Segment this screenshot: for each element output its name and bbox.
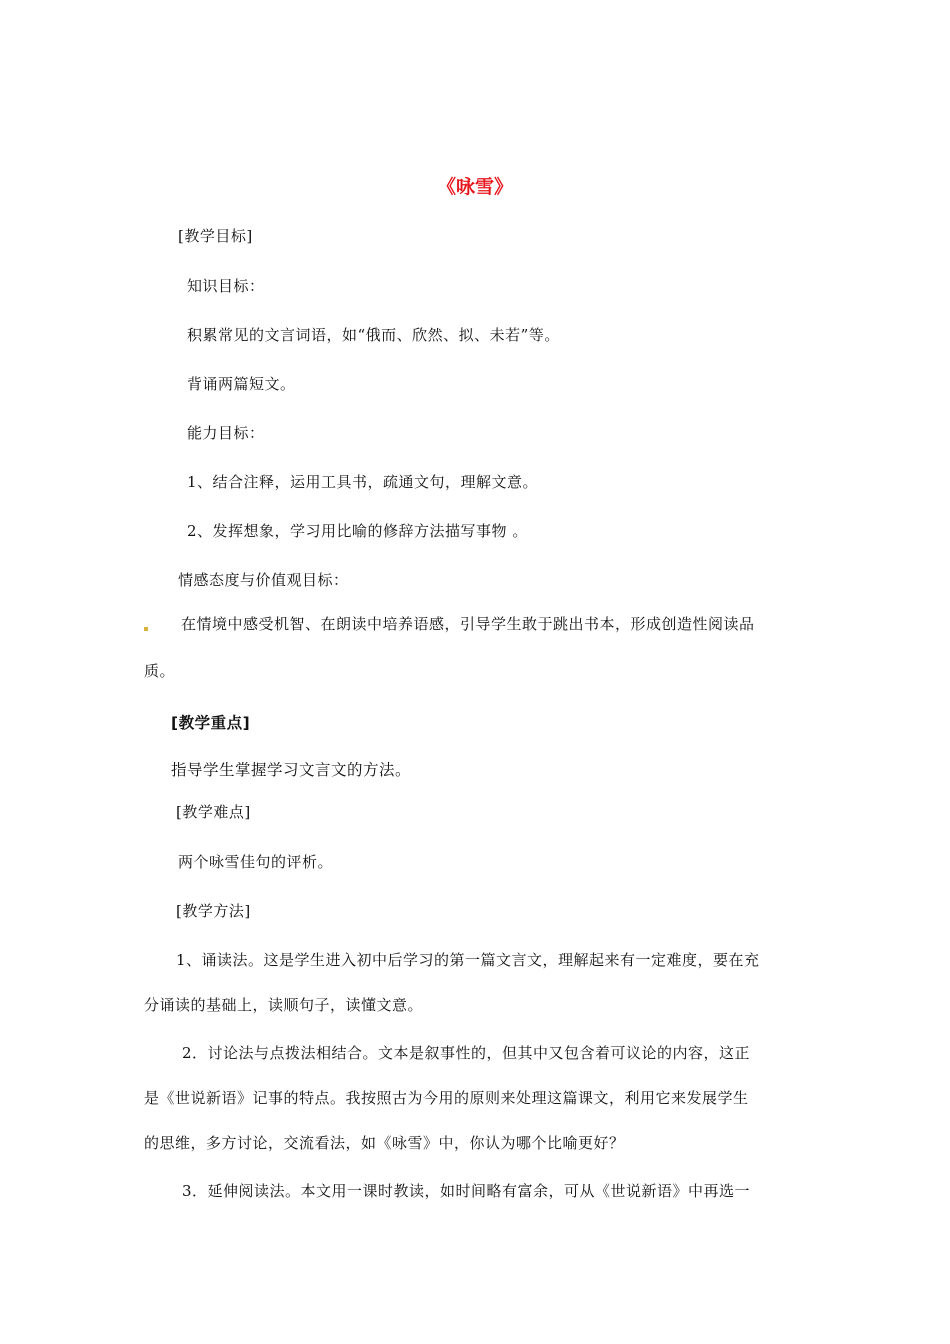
method1-line2: 分诵读的基础上，读顺句子，读懂文意。 (144, 996, 424, 1014)
key-text: 指导学生掌握学习文言文的方法。 (171, 761, 412, 779)
method3-line1: 3．延伸阅读法。本文用一课时教读，如时间略有富余，可从《世说新语》中再选一 (182, 1182, 751, 1200)
emotion-text-line1: 在情境中感受机智、在朗读中培养语感，引导学生敢于跳出书本，形成创造性阅读品 (181, 615, 755, 633)
method2-line1: 2．讨论法与点拨法相结合。文本是叙事性的，但其中又包含着可议论的内容，这正 (182, 1044, 751, 1062)
method2-line3: 的思维，多方讨论，交流看法，如《咏雪》中，你认为哪个比喻更好？ (144, 1134, 625, 1152)
method1-line1: 1、诵读法。这是学生进入初中后学习的第一篇文言文，理解起来有一定难度，要在充 (176, 951, 760, 969)
emotion-label: 情感态度与价值观目标： (178, 571, 349, 589)
ability-item-2: 2、发挥想象，学习用比喻的修辞方法描写事物 。 (187, 522, 528, 540)
difficulty-text: 两个咏雪佳句的评析。 (178, 853, 334, 871)
emotion-text-line2: 质。 (144, 662, 176, 680)
document-title: 《咏雪》 (436, 176, 513, 198)
objectives-heading: [教学目标] (178, 227, 253, 245)
method2-line2: 是《世说新语》记事的特点。我按照古为今用的原则来处理这篇课文，利用它来发展学生 (144, 1089, 749, 1107)
key-heading: [教学重点] (171, 714, 251, 732)
ability-label: 能力目标： (187, 424, 265, 442)
method-heading: [教学方法] (176, 902, 251, 920)
knowledge-label: 知识目标： (187, 277, 265, 295)
difficulty-heading: [教学难点] (176, 803, 251, 821)
knowledge-item-1: 积累常见的文言词语，如“俄而、欣然、拟、未若”等。 (187, 326, 560, 344)
bullet-marker (144, 627, 148, 631)
knowledge-item-2: 背诵两篇短文。 (187, 375, 296, 393)
ability-item-1: 1、结合注释，运用工具书，疏通文句，理解文意。 (187, 473, 539, 491)
